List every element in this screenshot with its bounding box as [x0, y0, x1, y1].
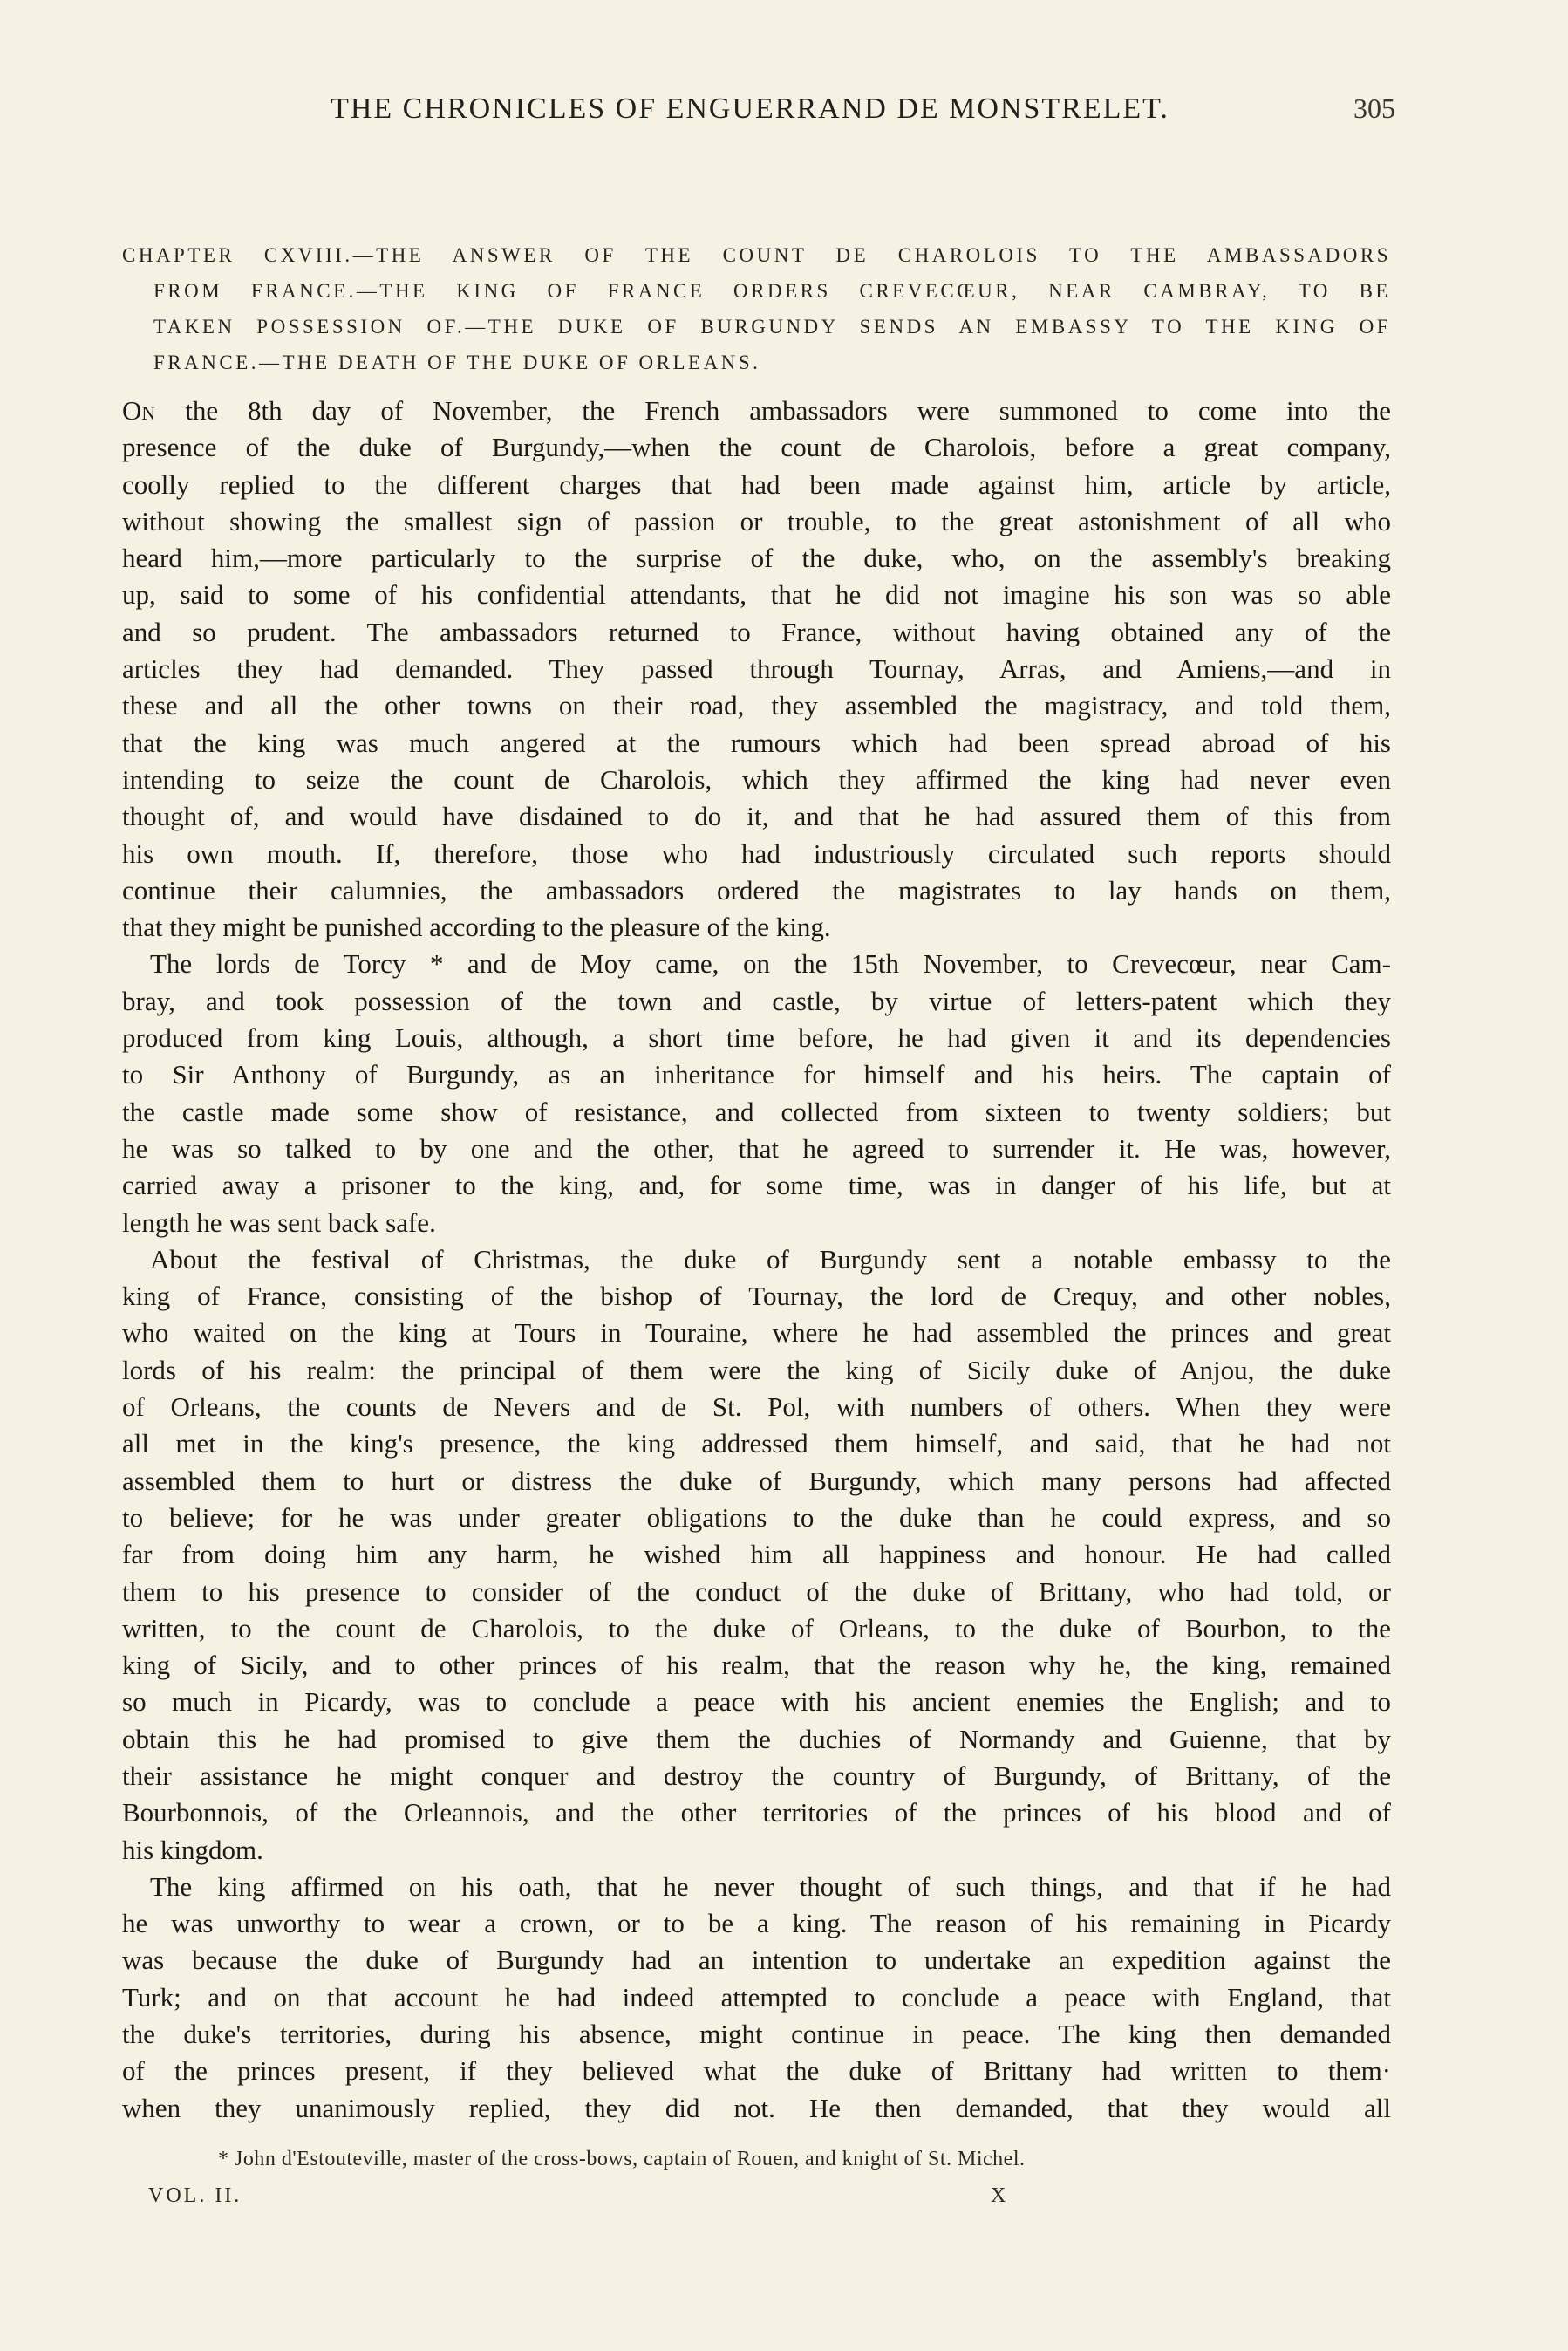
- chapter-heading-line: FROM FRANCE.—THE KING OF FRANCE ORDERS CREVECŒUR, NEAR CAMBRAY, TO BE: [153, 280, 1391, 302]
- text-line: length he was sent back safe.: [122, 1206, 436, 1238]
- text-line: of Orleans, the counts de Nevers and de St. Pol, with numbers of others. When they were: [122, 1391, 1391, 1423]
- text-line: Bourbonnois, of the Orleannois, and the other territories of the princes of his blood and of: [122, 1797, 1391, 1828]
- text-line: heard him,—more particularly to the surprise of the duke, who, on the assembly's breaking: [122, 543, 1391, 574]
- text-line: his kingdom.: [122, 1834, 263, 1865]
- text-line: written, to the count de Charolois, to the duke of Orleans, to the duke of Bourbon, to the: [122, 1612, 1391, 1644]
- text-line: carried away a prisoner to the king, and, for some time, was in danger of his life, but at: [122, 1170, 1391, 1201]
- text-line: all met in the king's presence, the king addressed them himself, and said, that he had not: [122, 1428, 1391, 1459]
- text-line: [122, 393, 1391, 429]
- text-line: to Sir Anthony of Burgundy, as an inheritance for himself and his heirs. The captain of: [122, 1059, 1391, 1090]
- text-line: without showing the smallest sign of passion or trouble, to the great astonishment of all who: [122, 505, 1391, 536]
- paragraph-2: [122, 946, 1391, 1240]
- text-line: that they might be punished according to the pleasure of the king.: [122, 912, 831, 943]
- text-line: the castle made some show of resistance, and collected from sixteen to twenty soldiers; but: [122, 1096, 1391, 1127]
- running-head: [122, 92, 1395, 131]
- text-line: thought of, and would have disdained to do it, and that he had assured them of this from: [122, 801, 1391, 832]
- text-line: continue their calumnies, the ambassadors ordered the magistrates to lay hands on them,: [122, 874, 1391, 906]
- text-line: coolly replied to the different charges that had been made against him, article by article,: [122, 468, 1391, 500]
- volume-label: VOL. II.: [148, 2184, 242, 2207]
- text-line: articles they had demanded. They passed through Tournay, Arras, and Amiens,—and in: [122, 653, 1391, 685]
- text-line: intending to seize the count de Charolois, which they affirmed the king had never even: [122, 763, 1391, 795]
- text-line: bray, and took possession of the town and castle, by virtue of letters-patent which they: [122, 985, 1391, 1016]
- page-number: 305: [1353, 92, 1395, 124]
- text-line: who waited on the king at Tours in Touraine, where he had assembled the princes and great: [122, 1317, 1391, 1349]
- text-line: obtain this he had promised to give them the duchies of Normandy and Guienne, that by: [122, 1723, 1391, 1754]
- text-line: his own mouth. If, therefore, those who had industriously circulated such reports should: [122, 837, 1391, 869]
- text-line: Turk; and on that account he had indeed attempted to conclude a peace with England, that: [122, 1981, 1391, 2013]
- text-line: The lords de Torcy * and de Moy came, on the 15th November, to Crevecœur, near Cam-: [150, 948, 1391, 980]
- opening-word: On: [122, 395, 156, 426]
- signature-mark: X: [991, 2184, 1006, 2207]
- text-line: he was so talked to by one and the other, that he agreed to surrender it. He was, however,: [122, 1132, 1391, 1164]
- text-line: their assistance he might conquer and destroy the country of Burgundy, of Brittany, of the: [122, 1760, 1391, 1791]
- paragraph-1: [122, 393, 1391, 946]
- text-line: presence of the duke of Burgundy,—when the count de Charolois, before a great company,: [122, 432, 1391, 463]
- paragraph-4: [122, 1869, 1391, 2127]
- paragraph-3: [122, 1241, 1391, 1869]
- text-line: The king affirmed on his oath, that he never thought of such things, and that if he had: [150, 1870, 1391, 1902]
- chapter-heading-line: FRANCE.—THE DEATH OF THE DUKE OF ORLEANS.: [153, 352, 761, 373]
- text-line: was because the duke of Burgundy had an intention to undertake an expedition against the: [122, 1944, 1391, 1976]
- text-line: assembled them to hurt or distress the duke of Burgundy, which many persons had affected: [122, 1465, 1391, 1496]
- text-line: About the festival of Christmas, the duke of Burgundy sent a notable embassy to the: [150, 1243, 1391, 1275]
- text-line: and so prudent. The ambassadors returned to France, without having obtained any of the: [122, 616, 1391, 647]
- first-line-rest: the 8th day of November, the French ambassadors were summoned to come into the: [155, 395, 1391, 426]
- text-line: king of Sicily, and to other princes of his realm, that the reason why he, the king, remained: [122, 1650, 1391, 1681]
- text-line: to believe; for he was under greater obligations to the duke than he could express, and so: [122, 1501, 1391, 1533]
- chapter-heading-line: TAKEN POSSESSION OF.—THE DUKE OF BURGUNDY SENDS AN EMBASSY TO THE KING OF: [153, 316, 1391, 338]
- text-line: of the princes present, if they believed what the duke of Brittany had written to them·: [122, 2055, 1391, 2087]
- text-line: king of France, consisting of the bishop of Tournay, the lord de Crequy, and other nobles,: [122, 1281, 1391, 1312]
- page-footer: [148, 2184, 1020, 2219]
- text-line: he was unworthy to wear a crown, or to be a king. The reason of his remaining in Picardy: [122, 1908, 1391, 1939]
- text-line: lords of his realm: the principal of them were the king of Sicily duke of Anjou, the duke: [122, 1354, 1391, 1385]
- text-line: them to his presence to consider of the conduct of the duke of Brittany, who had told, or: [122, 1575, 1391, 1607]
- text-line: up, said to some of his confidential attendants, that he did not imagine his son was so able: [122, 579, 1391, 611]
- footnote: * John d'Estouteville, master of the cross-bows, captain of Rouen, and knight of St. Michel.: [218, 2148, 1026, 2170]
- text-line: so much in Picardy, was to conclude a peace with his ancient enemies the English; and to: [122, 1686, 1391, 1718]
- text-line: when they unanimously replied, they did not. He then demanded, that they would all: [122, 2092, 1391, 2123]
- text-line: the duke's territories, during his absence, might continue in peace. The king then demanded: [122, 2019, 1391, 2050]
- text-line: far from doing him any harm, he wished him all happiness and honour. He had called: [122, 1539, 1391, 1570]
- text-line: produced from king Louis, although, a short time before, he had given it and its dependencies: [122, 1022, 1391, 1054]
- chapter-heading: [122, 237, 1391, 380]
- running-title: THE CHRONICLES OF ENGUERRAND DE MONSTRELET.: [331, 92, 1169, 125]
- chapter-heading-line: CHAPTER CXVIII.—THE ANSWER OF THE COUNT DE CHAROLOIS TO THE AMBASSADORS: [122, 244, 1391, 266]
- text-line: that the king was much angered at the rumours which had been spread abroad of his: [122, 727, 1391, 758]
- body-text: [122, 393, 1391, 2127]
- text-line: these and all the other towns on their road, they assembled the magistracy, and told them,: [122, 690, 1391, 721]
